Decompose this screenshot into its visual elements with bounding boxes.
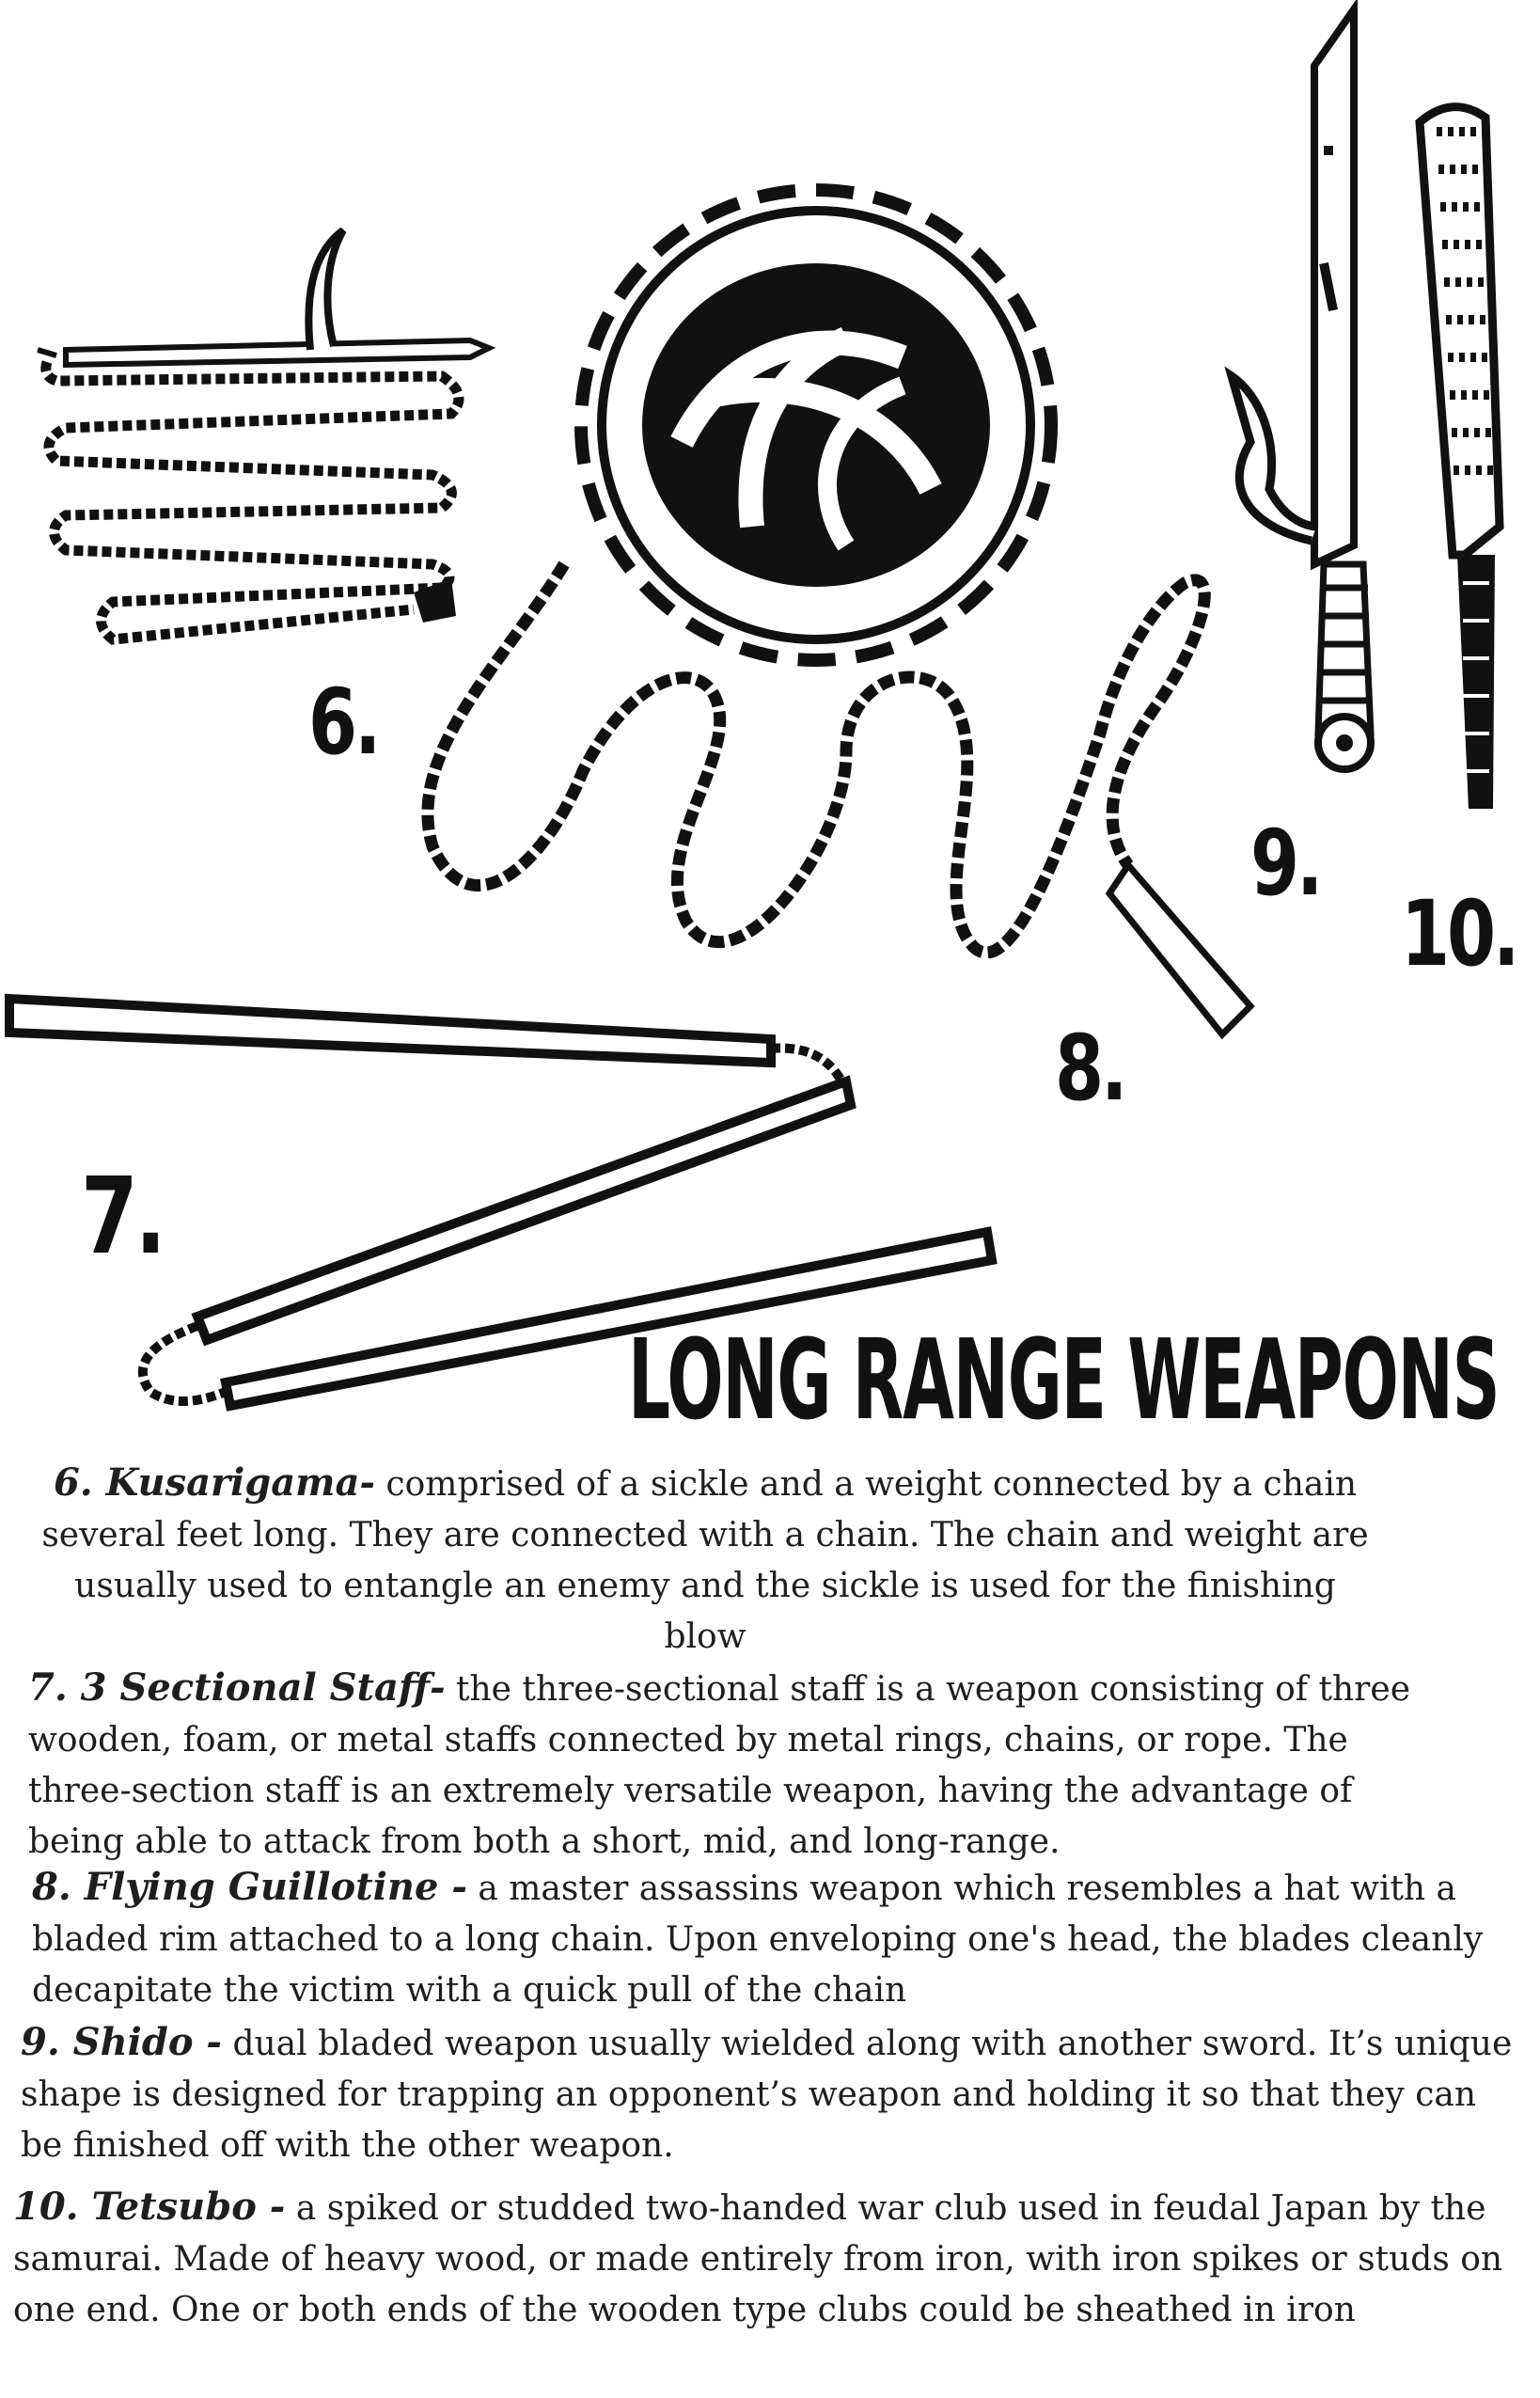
label-7: 7. <box>81 1156 164 1278</box>
entry-kusarigama <box>28 1458 1382 1663</box>
entry-heading: 10. Tetsubo - <box>13 2185 286 2229</box>
kusarigama-illustration <box>38 230 489 639</box>
entry-text: the three-sectional staff is a weapon consisting of three wooden, foam, or metal staffs connected by metal rings, chains, or rope. The three-section staff is an extremely versatile weapon, having the advantage of being able to attack from both a short, mid, and long-range. <box>28 1670 1410 1861</box>
entry-text: dual bladed weapon usually wielded along with another sword. It’s unique shape is designed for trapping an opponent’s weapon and holding it so that they can be finished off with the other weapon. <box>21 2025 1513 2165</box>
entry-text: a master assassins weapon which resembles a hat with a bladed rim attached to a long chain. Upon enveloping one's head, the blades cleanly decapitate the victim with a quick pull of the chain <box>32 1869 1484 2010</box>
flying-guillotine-illustration <box>428 190 1250 1034</box>
label-8: 8. <box>1055 1016 1125 1121</box>
entry-sectional-staff <box>28 1663 1429 1868</box>
entry-text: comprised of a sickle and a weight connected by a chain several feet long. They are connected with a chain. The chain and weight are usually used to entangle an enemy and the sickle is used for the finishing blow <box>41 1465 1369 1656</box>
label-6: 6. <box>308 670 379 775</box>
entry-shido <box>21 2017 1516 2171</box>
entry-heading: 8. Flying Guillotine - <box>32 1865 467 1909</box>
tetsubo-illustration <box>1420 107 1501 809</box>
entry-heading: 9. Shido - <box>21 2020 223 2064</box>
label-9: 9. <box>1250 811 1321 916</box>
label-10: 10. <box>1401 881 1517 986</box>
entry-flying-guillotine <box>32 1862 1536 2016</box>
page-title: LONG RANGE WEAPONS <box>628 1315 1500 1444</box>
entry-text: a spiked or studded two-handed war club used in feudal Japan by the samurai. Made of heavy wood, or made entirely from iron, with iron spikes or studs on one end. One or both ends of the wooden type clubs could be sheathed in iron <box>13 2189 1503 2329</box>
shido-illustration <box>1232 9 1371 769</box>
entry-heading: 7. 3 Sectional Staff- <box>28 1665 446 1710</box>
entry-tetsubo <box>13 2182 1532 2336</box>
entry-heading: 6. Kusarigama- <box>53 1460 376 1505</box>
